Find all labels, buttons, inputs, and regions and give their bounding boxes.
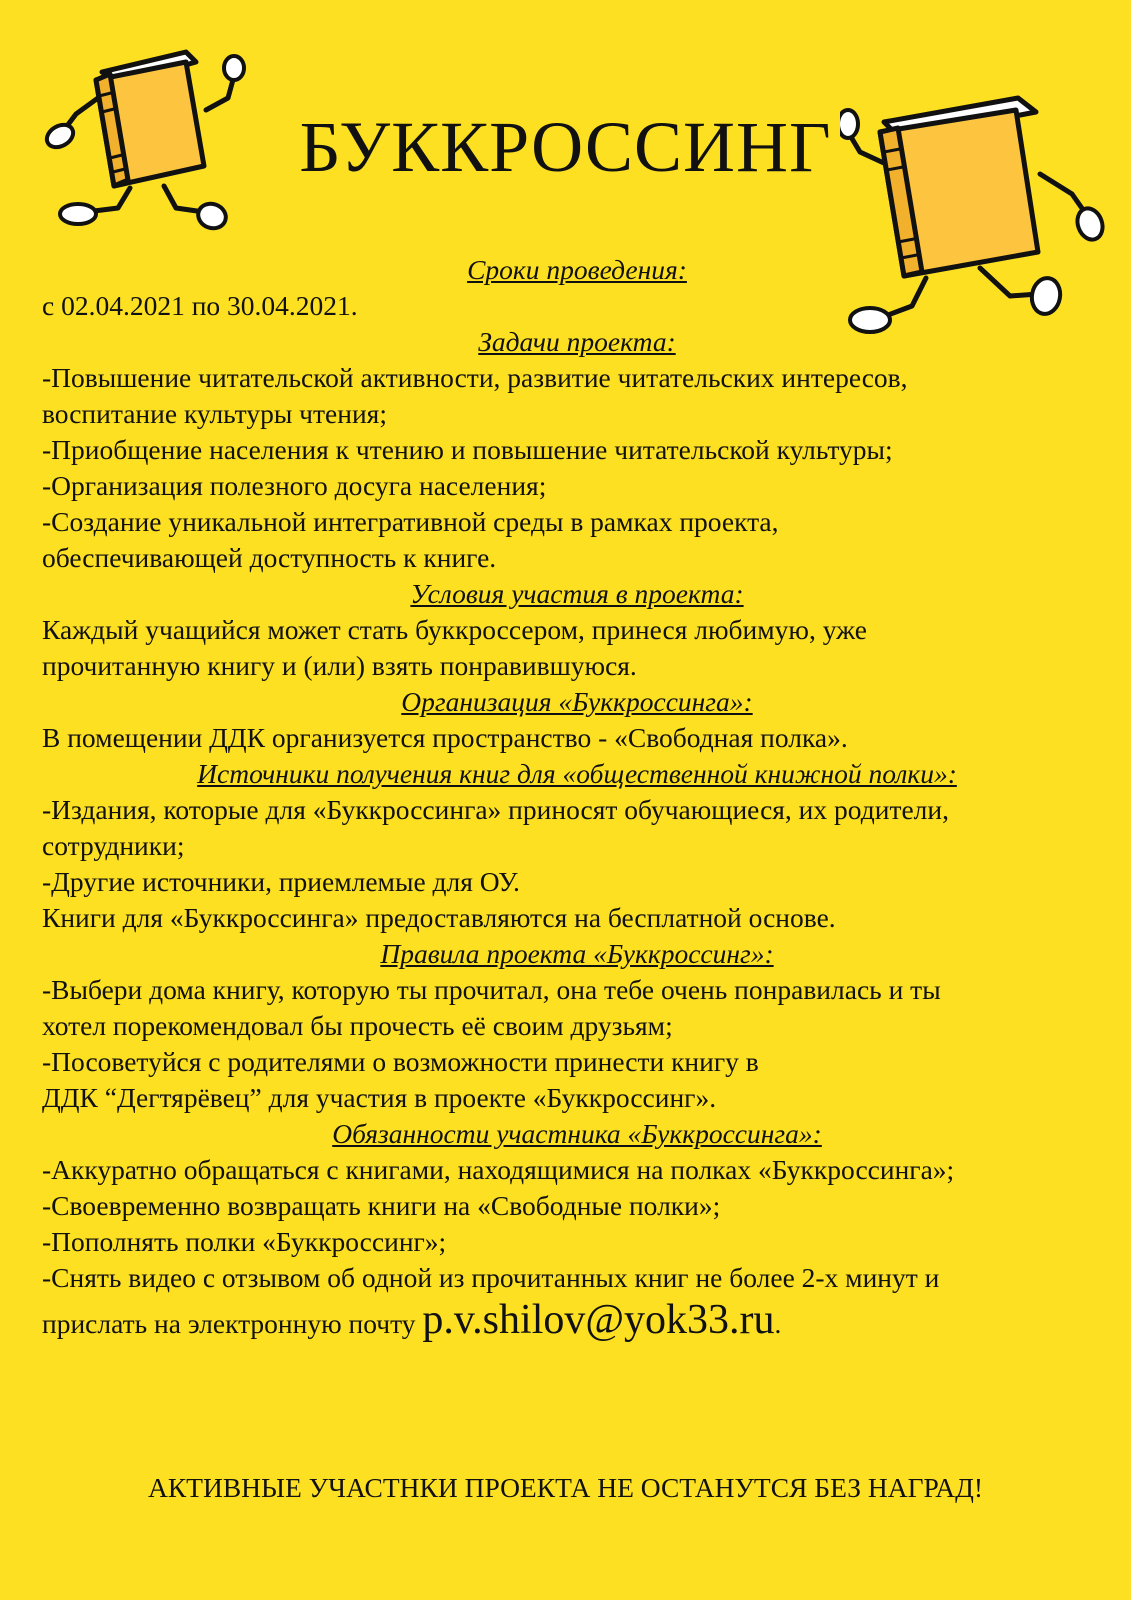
dates-text: с 02.04.2021 по 30.04.2021. xyxy=(42,290,358,321)
rules-line: -Выбери дома книгу, которую ты прочитал, она тебе очень понравилась и ты xyxy=(42,974,941,1005)
duties-line: -Аккуратно обращаться с книгами, находящимися на полках «Буккроссинга»; xyxy=(42,1154,955,1185)
duties-heading: Обязанности участника «Буккроссинга»: xyxy=(332,1118,822,1149)
tasks-line: обеспечивающей доступность к книге. xyxy=(42,542,497,573)
email-address[interactable]: p.v.shilov@yok33.ru xyxy=(422,1297,775,1343)
rules-line: хотел порекомендовал бы прочесть её своим друзьям; xyxy=(42,1010,673,1041)
sources-heading: Источники получения книг для «общественной книжной полки»: xyxy=(197,758,957,789)
sources-line: -Другие источники, приемлемые для ОУ. xyxy=(42,866,520,897)
email-suffix: . xyxy=(774,1308,782,1339)
tasks-line: -Организация полезного досуга населения; xyxy=(42,470,547,501)
rules-heading: Правила проекта «Буккроссинг»: xyxy=(380,938,774,969)
organization-heading: Организация «Буккроссинга»: xyxy=(401,686,753,717)
conditions-line: Каждый учащийся может стать буккроссером, принеся любимую, уже xyxy=(42,614,867,645)
duties-email-line xyxy=(42,1297,1112,1343)
poster-body xyxy=(42,252,1112,1342)
footer-note: АКТИВНЫЕ УЧАСТНКИ ПРОЕКТА НЕ ОСТАНУТСЯ БЕЗ НАГРАД! xyxy=(147,1472,984,1503)
rules-line: -Посоветуйся с родителями о возможности принести книгу в xyxy=(42,1046,759,1077)
duties-line: -Пополнять полки «Буккроссинг»; xyxy=(42,1226,447,1257)
tasks-line: воспитание культуры чтения; xyxy=(42,398,387,429)
organization-line: В помещении ДДК организуется пространство - «Свободная полка». xyxy=(42,722,848,753)
sources-line: Книги для «Буккроссинга» предоставляются на бесплатной основе. xyxy=(42,902,836,933)
tasks-line: -Создание уникальной интегративной среды в рамках проекта, xyxy=(42,506,779,537)
conditions-heading: Условия участия в проекта: xyxy=(410,578,744,609)
rules-line: ДДК “Дегтярёвец” для участия в проекте «Буккроссинг». xyxy=(42,1082,717,1113)
sources-line: сотрудники; xyxy=(42,830,185,861)
email-prefix: прислать на электронную почту xyxy=(42,1308,423,1339)
conditions-line: прочитанную книгу и (или) взять понравившуюся. xyxy=(42,650,637,681)
tasks-line: -Повышение читательской активности, развитие читательских интересов, xyxy=(42,362,908,393)
tasks-line: -Приобщение населения к чтению и повышение читательской культуры; xyxy=(42,434,893,465)
sources-line: -Издания, которые для «Буккроссинга» приносят обучающиеся, их родители, xyxy=(42,794,949,825)
tasks-heading: Задачи проекта: xyxy=(478,326,676,357)
page-title: БУККРОССИНГ xyxy=(299,107,832,187)
duties-line: -Снять видео с отзывом об одной из прочитанных книг не более 2-х минут и xyxy=(42,1262,940,1293)
dates-heading: Сроки проведения: xyxy=(467,254,687,285)
duties-line: -Своевременно возвращать книги на «Свободные полки»; xyxy=(42,1190,721,1221)
